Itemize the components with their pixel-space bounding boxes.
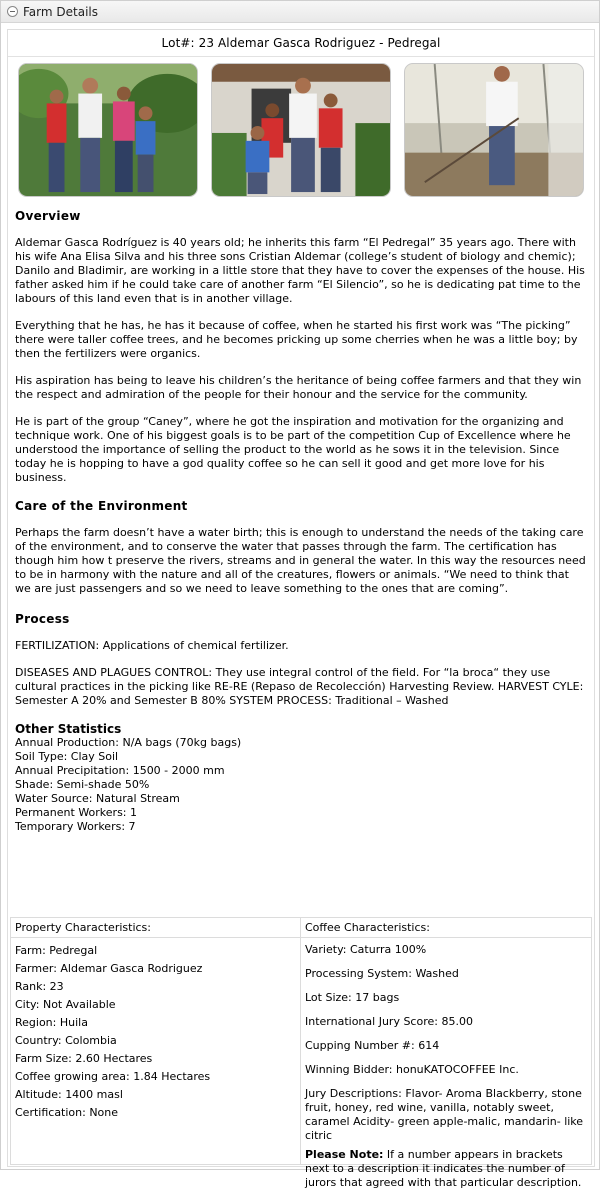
farm-description	[8, 209, 594, 834]
property-item: Altitude: 1400 masl	[15, 1088, 123, 1101]
coffee-item: International Jury Score: 85.00	[305, 1015, 473, 1028]
coffee-item: Lot Size: 17 bags	[305, 991, 400, 1004]
lot-heading: Lot#: 23 Aldemar Gasca Rodriguez - Pedregal	[8, 30, 594, 57]
overview-paragraph: Aldemar Gasca Rodríguez is 40 years old; he inherits this farm “El Pedregal” 35 years ago. There with his wife Ana Elisa Silva and his three sons Cristian Aldemar (college’s student of biology and chemic); Danilo and Bladimir, are working in a little store that they have to cover the expenses of the house. His father asked him if he could take care of another farm “El Silencio”, so he is dedicating pat time to the labours of this land even that is in another village.	[15, 236, 585, 305]
property-item: Certification: None	[15, 1106, 119, 1119]
diseases-text: DISEASES AND PLAGUES CONTROL: They use integral control of the field. For “la broca“ they use cultural practices in the picking like RE-RE (Repaso de Recolección) Harvesting Review. HARVEST CYLE: Semester A 20% and Semester B 80% SYSTEM PROCESS: Traditional – Washed	[15, 666, 584, 707]
property-item: Coffee growing area: 1.84 Hectares	[15, 1070, 211, 1083]
other-statistics-heading: Other Statistics	[15, 722, 122, 736]
jury-descriptions: Jury Descriptions: Flavor- Aroma Blackberry, stone fruit, honey, red wine, vanilla, notably sweet, caramel Acidity- green apple-malic, mandarin- like citric	[305, 1087, 584, 1142]
property-item: Country: Colombia	[15, 1034, 117, 1047]
collapse-icon[interactable]	[7, 6, 18, 17]
property-item: Farm: Pedregal	[15, 944, 98, 957]
stat-item: Permanent Workers: 1	[15, 806, 137, 819]
farmer-drying-coffee	[404, 63, 584, 197]
fertilization-text: FERTILIZATION: Applications of chemical fertilizer.	[15, 639, 289, 652]
coffee-item: Processing System: Washed	[305, 967, 459, 980]
coffee-heading: Coffee Characteristics:	[301, 918, 591, 938]
overview-heading: Overview	[15, 209, 81, 223]
note-label: Please Note:	[305, 1148, 384, 1161]
overview-paragraph: His aspiration has being to leave his children’s the heritance of being coffee farmers and that they win the respect and admiration of the people for their honour and the service for the community.	[15, 374, 582, 401]
property-item: Region: Huila	[15, 1016, 88, 1029]
property-characteristics	[11, 918, 301, 1164]
stat-item: Temporary Workers: 7	[15, 820, 136, 833]
coffee-item: Cupping Number #: 614	[305, 1039, 440, 1052]
stat-item: Annual Precipitation: 1500 - 2000 mm	[15, 764, 225, 777]
note-text: If a number appears in brackets next to a description it indicates the number of jurors that agreed with that particular description.	[305, 1148, 582, 1189]
please-note	[305, 1148, 587, 1190]
coffee-item: Winning Bidder: honuKATOCOFFEE Inc.	[305, 1063, 519, 1076]
stat-item: Annual Production: N/A bags (70kg bags)	[15, 736, 242, 749]
property-item: Farm Size: 2.60 Hectares	[15, 1052, 153, 1065]
window-title: Farm Details	[23, 4, 98, 19]
property-heading: Property Characteristics:	[11, 918, 300, 938]
overview-paragraph: He is part of the group “Caney”, where he got the inspiration and motivation for the organizing and technique work. One of his biggest goals is to be part of the competition Cup of Excellence where he understood the importance of selling the product to the world as he sows it in the television. Since today he is hopping to have a god quality coffee so he can sell it good and get more love for his business.	[15, 415, 571, 484]
process-heading: Process	[15, 612, 70, 626]
family-photo-house	[211, 63, 391, 197]
farm-details-panel	[7, 29, 595, 1189]
environment-paragraph: Perhaps the farm doesn’t have a water birth; this is enough to understand the needs of the taking care of the environment, and to conserve the water that passes through the farm. The certification has though him how t preserve the rivers, streams and in general the water. In this way the resources need to be in harmony with the nature and all of the creatures, flowers or animals. “We need to think that we are just passengers and so we need to leave something to the ones that are coming”.	[15, 526, 586, 595]
stat-item: Water Source: Natural Stream	[15, 792, 180, 805]
stat-item: Shade: Semi-shade 50%	[15, 778, 150, 791]
characteristics-table	[10, 917, 592, 1189]
other-statistics-list	[15, 736, 588, 834]
photo-strip	[8, 57, 594, 199]
property-item: Farmer: Aldemar Gasca Rodriguez	[15, 962, 203, 975]
window-titlebar	[1, 1, 599, 23]
coffee-characteristics	[301, 918, 591, 1189]
environment-heading: Care of the Environment	[15, 499, 188, 513]
family-photo-outdoor	[18, 63, 198, 197]
coffee-item: Variety: Caturra 100%	[305, 943, 427, 956]
property-item: City: Not Available	[15, 998, 116, 1011]
stat-item: Soil Type: Clay Soil	[15, 750, 119, 763]
overview-paragraph: Everything that he has, he has it because of coffee, when he started his first work was “The picking” there were taller coffee trees, and he becomes pricking up some cherries when he was a little boy; by then the fertilizers were organics.	[15, 319, 578, 360]
property-item: Rank: 23	[15, 980, 64, 993]
